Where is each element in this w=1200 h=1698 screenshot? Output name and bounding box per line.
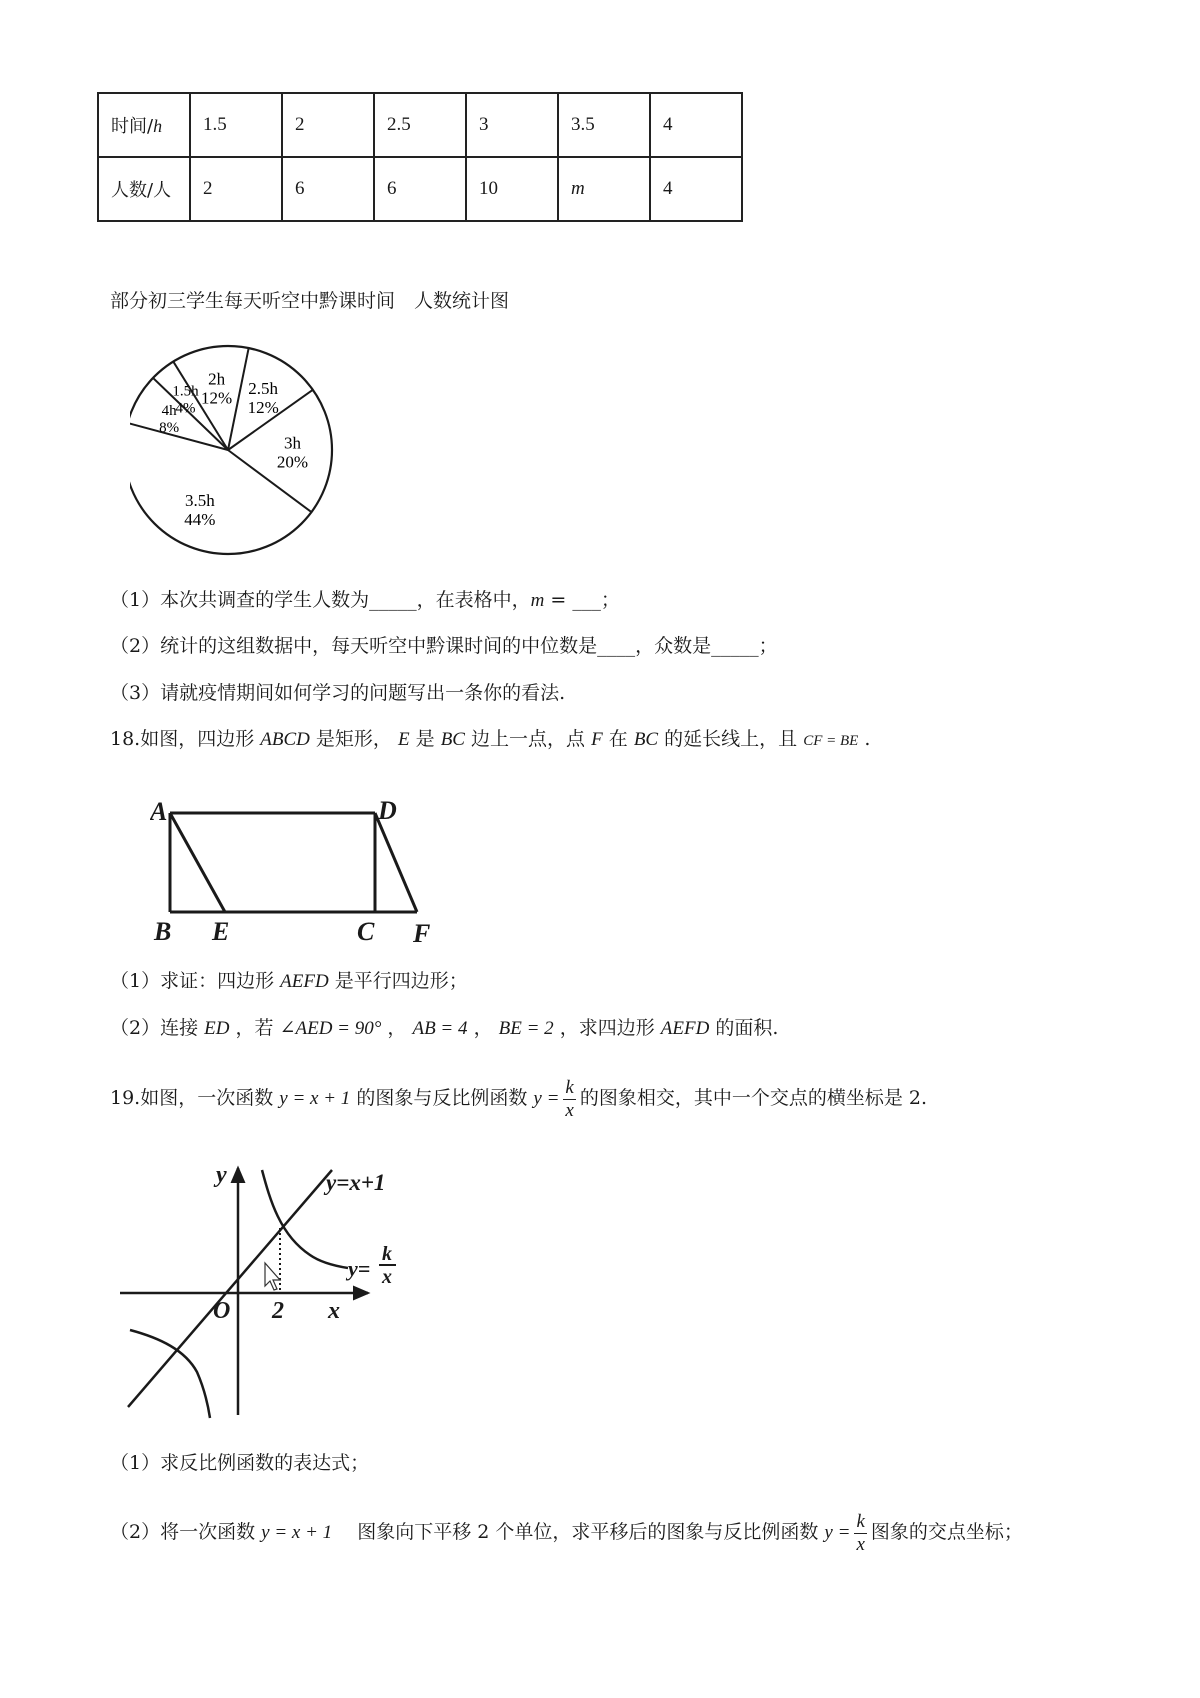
slice-label: 3h	[283, 433, 301, 453]
table-cell: 2	[190, 157, 282, 221]
origin-label: O	[213, 1298, 231, 1324]
slice-label: 4h	[161, 402, 177, 419]
pie-outline	[130, 346, 332, 554]
table-cell: 3.5	[558, 93, 650, 157]
slice-label: 3.5h	[185, 491, 215, 511]
x-axis-label: x	[328, 1298, 340, 1324]
y-axis-label: y	[216, 1162, 227, 1188]
fraction-k-over-x: $\frac{k}{x}$	[856, 1510, 865, 1555]
figure-lines	[170, 813, 417, 912]
table-row	[98, 157, 742, 221]
slice-label: 1.5h	[172, 383, 199, 400]
tick-label-2: 2	[272, 1298, 284, 1324]
table-cell: 6	[282, 157, 374, 221]
vertex-label-b: B	[154, 917, 172, 945]
row-header: 人数/人	[98, 157, 190, 221]
q17-part1: （1）本次共调查的学生人数为_____，在表格中，m = ___；	[110, 589, 620, 611]
fraction-k-over-x: $\frac{k}{x}$	[565, 1076, 574, 1121]
q19-part1: （1）求反比例函数的表达式；	[110, 1452, 370, 1474]
table-cell: 6	[374, 157, 466, 221]
curve-label-numerator: k	[382, 1243, 392, 1265]
vertex-label-c: C	[357, 917, 375, 945]
row-header: 时间/h	[98, 93, 190, 157]
curve-label-denominator: x	[382, 1266, 392, 1288]
vertex-label-a: A	[150, 797, 168, 826]
linear-function-line	[128, 1170, 332, 1407]
q19-stem: 19.如图，一次函数 y = x + 1 的图象与反比例函数 y = $\frac{k}{x}$ 的图象相交，其中一个交点的横坐标是 2.	[110, 1076, 928, 1121]
table-cell: 2	[282, 93, 374, 157]
slice-value-label: 20%	[276, 452, 309, 472]
vertex-label-d: D	[378, 796, 397, 825]
q17-part3: （3）请就疫情期间如何学习的问题写出一条你的看法.	[110, 682, 566, 704]
table-cell: 2.5	[374, 93, 466, 157]
pie-chart-title: 部分初三学生每天听空中黔课时间 人数统计图	[110, 290, 510, 312]
pie-slices	[130, 346, 332, 554]
q18-part1: （1）求证：四边形 AEFD 是平行四边形；	[110, 970, 468, 992]
slice-value-label: 4%	[175, 400, 196, 417]
rectangle-figure	[150, 795, 450, 945]
hyperbola-branch-2	[130, 1330, 210, 1418]
table-cell: 1.5	[190, 93, 282, 157]
q18-part2: （2）连接 ED ，若 ∠AED = 90° ， AB = 4 ， BE = 2 ，求四边形 AEFD 的面积.	[110, 1017, 779, 1039]
slice-label: 2h	[208, 369, 226, 389]
table-cell: 4	[650, 93, 742, 157]
function-graph	[120, 1150, 450, 1420]
slice-value-label: 12%	[201, 388, 233, 408]
q17-part2: （2）统计的这组数据中，每天听空中黔课时间的中位数是____，众数是_____；	[110, 635, 778, 657]
table-cell: m	[558, 157, 650, 221]
slice-label: 2.5h	[248, 378, 279, 398]
vertex-label-f: F	[413, 919, 431, 945]
cursor-icon	[265, 1263, 280, 1290]
q18-stem: 18.如图，四边形 ABCD 是矩形， E 是 BC 边上一点，点 F 在 BC 的延长线上，且 CF = BE .	[110, 728, 871, 750]
q19-part2: （2）将一次函数 y = x + 1 图象向下平移 2 个单位，求平移后的图象与反比例函数 y = $\frac{k}{x}$ 图象的交点坐标；	[110, 1510, 1023, 1555]
table-cell: 10	[466, 157, 558, 221]
slice-value-label: 12%	[247, 397, 279, 417]
slice-value-label: 8%	[159, 419, 180, 436]
pie-chart	[130, 335, 370, 565]
table-cell: 3	[466, 93, 558, 157]
data-table	[97, 92, 743, 222]
table-row	[98, 93, 742, 157]
slice-value-label: 44%	[184, 510, 216, 530]
table-cell: 4	[650, 157, 742, 221]
line-label: y=x+1	[326, 1170, 386, 1195]
vertex-label-e: E	[212, 917, 230, 945]
curve-label: y=	[348, 1256, 371, 1281]
